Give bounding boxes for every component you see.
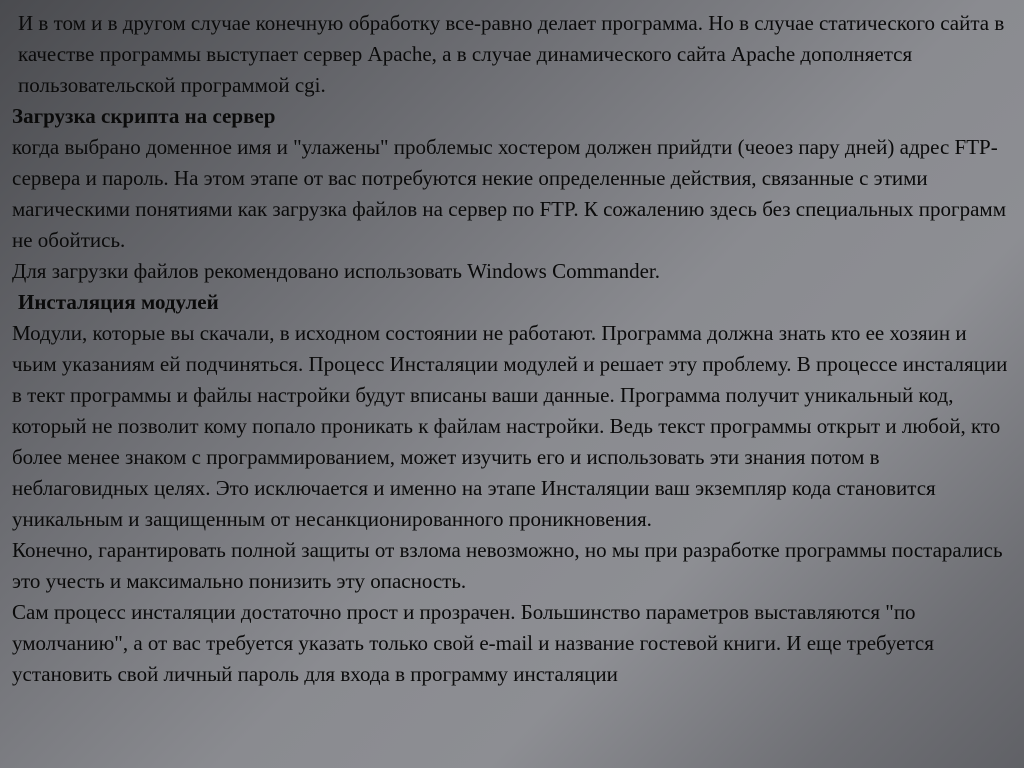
paragraph-upload-details: когда выбрано доменное имя и "улажены" проблемыс хостером должен прийдти (чеоез пару дней) адрес FTP-сервера и пароль. На этом этапе от вас потребуются некие определенные действия, связанные с этими магическими понятиями как загрузка файлов на сервер по FTP. К сожалению здесь без специальных программ не обойтись. bbox=[12, 135, 1007, 252]
paragraph-windows-commander: Для загрузки файлов рекомендовано использовать Windows Commander. bbox=[12, 259, 660, 283]
paragraph-intro: И в том и в другом случае конечную обработку все-равно делает программа. Но в случае статического сайта в качестве программы выступает сервер Apache, а в случае динамического сайта Apache дополняется пользовательской программой cgi. bbox=[18, 11, 1005, 97]
paragraph-install-process: Сам процесс инсталяции достаточно прост и прозрачен. Большинство параметров выставляются "по умолчанию", а от вас требуется указать только свой e-mail и название гостевой книги. И еще требуется установить свой личный пароль для входа в программу инсталяции bbox=[12, 600, 934, 686]
heading-upload-script: Загрузка скрипта на сервер bbox=[12, 104, 276, 128]
paragraph-security: Конечно, гарантировать полной защиты от взлома невозможно, но мы при разработке программы постарались это учесть и максимально понизить эту опасность. bbox=[12, 538, 1003, 593]
slide-text-body bbox=[12, 8, 1012, 690]
heading-module-installation: Инсталяция модулей bbox=[18, 290, 219, 314]
paragraph-modules: Модули, которые вы скачали, в исходном состоянии не работают. Программа должна знать кто ее хозяин и чьим указаниям ей подчиняться. Процесс Инсталяции модулей и решает эту проблему. В процессе инсталяции в тект программы и файлы настройки будут вписаны ваши данные. Программа получит уникальный код, который не позволит кому попало проникать к файлам настройки. Ведь текст программы открыт и любой, кто более менее знаком с программированием, может изучить его и использовать эти знания потом в неблаговидных целях. Это исключается и именно на этапе Инсталяции ваш экземпляр кода становится уникальным и защищенным от несанкционированного проникновения. bbox=[12, 321, 1008, 531]
